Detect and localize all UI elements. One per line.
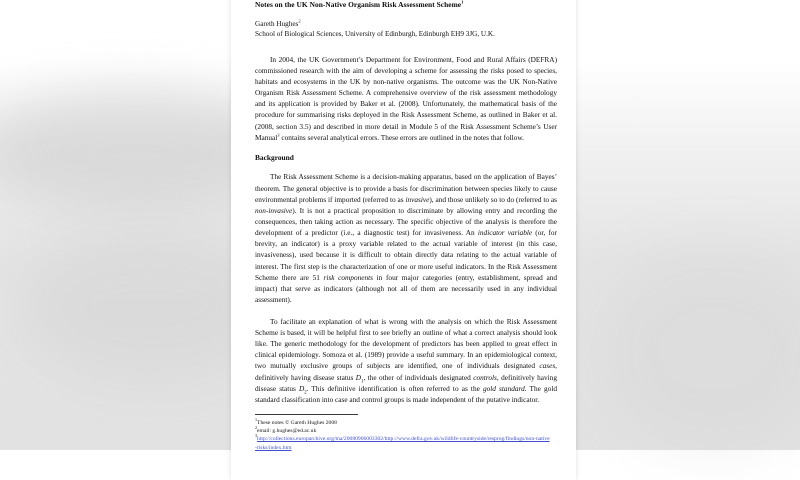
bg-p1-emphasis-non-invasive: non-invasive <box>255 205 293 215</box>
footnote-1-marker: 1 <box>255 417 258 423</box>
bg-p2-subscript-2: 2 <box>304 390 307 396</box>
footnote-2-marker: 2 <box>255 425 258 431</box>
bg-p2-seg-e: . This definitive identification is often referred to as the <box>306 383 483 393</box>
author-footnote-marker: 2 <box>298 18 301 24</box>
footnote-1-text: These notes © Gareth Hughes 2008 <box>257 419 337 426</box>
bg-p2-emphasis-gold-standard: gold standard <box>482 383 525 393</box>
bg-p2-seg-c: , the other of individuals designated <box>363 372 474 382</box>
bg-p1-seg-b: ), and those unlikely so to do (referred to as <box>429 194 557 204</box>
intro-footnote-marker: 3 <box>277 132 280 138</box>
backdrop-shading-right <box>600 250 800 450</box>
author-byline <box>255 19 557 29</box>
footnote-2 <box>255 427 551 435</box>
bg-p2-seg-f: . The gold standard classification into case and control groups is made independent of the putative indicator. <box>255 383 557 404</box>
background-paragraph-1 <box>255 171 557 305</box>
bg-p2-subscript-1: 1 <box>361 378 364 384</box>
bg-p2-seg-b: , definitively having disease status <box>255 361 557 382</box>
bg-p2-variable-d2: D <box>298 383 305 393</box>
bg-p1-emphasis-risk-components: risk components <box>323 272 373 282</box>
footnote-separator-rule <box>255 414 358 415</box>
author-name: Gareth Hughes <box>255 19 299 28</box>
intro-text-part-2: contains several analytical errors. These errors are outlined in the notes that follow. <box>279 132 524 142</box>
page-title <box>255 0 557 9</box>
bg-p2-variable-d1: D <box>355 372 362 382</box>
footnote-1 <box>255 419 551 427</box>
footnote-3-marker: 3 <box>255 433 258 439</box>
intro-paragraph <box>255 54 557 143</box>
bg-p2-emphasis-controls: controls <box>473 372 497 382</box>
title-footnote-marker: 1 <box>461 0 464 5</box>
page-title-text: Notes on the UK Non-Native Organism Risk Assessment Scheme <box>255 0 462 9</box>
bg-p2-seg-a: To facilitate an explanation of what is wrong with the analysis on which the Risk Assessment Scheme is based, it will be helpful first to see briefly an outline of what a correct analysis should look like. The generic methodology for the development of predictors has been applied to great effect in clinical epidemiology. Somoza et al. (1989) provide a useful summary. In an epidemiological context, two mutually exclusive groups of subjects are identified, one of individuals designated <box>255 316 557 371</box>
bg-p2-emphasis-cases: cases <box>539 361 556 371</box>
author-affiliation: School of Biological Sciences, University of Edinburgh, Edinburgh EH9 3JG, U.K. <box>255 30 495 39</box>
bg-p1-emphasis-invasive: invasive <box>405 194 430 204</box>
document-page <box>231 0 576 480</box>
bg-p2-seg-d: , definitively having disease status <box>255 372 557 393</box>
bg-p1-seg-c: ). It is not a practical proposition to discriminate by allowing entry and recording the consequences, then taking action as necessary. The specific objective of the analysis is therefore the development of a predictor (i.e., a diagnostic test) for invasiveness. An <box>255 205 557 238</box>
bg-p1-seg-e: in four major categories (entry, establishment, spread and impact) that serve as indicators (although not all of them are necessarily used in any individual assessment). <box>255 272 557 305</box>
footnote-2-text: email: g.hughes@ed.ac.uk <box>257 428 317 435</box>
bg-p1-emphasis-indicator-variable: indicator variable <box>477 228 533 238</box>
bg-p1-seg-d: (or, for brevity, an indicator) is a proxy variable related to the actual variable of interest (in this case, invasiveness), used because it is difficult to obtain directly data relating to the actual variable of interest. The first step is the characterization of one or more useful indicators. In the Risk Assessment Scheme there are 51 <box>255 228 558 282</box>
footnotes-area <box>255 414 551 452</box>
background-paragraph-2 <box>255 316 557 405</box>
bg-p1-seg-a: The Risk Assessment Scheme is a decision-making apparatus, based on the application of Bayes’ theorem. The general objective is to provide a basis for discrimination between species likely to cause environmental problems if imported (referred to as <box>255 172 557 204</box>
section-heading-background: Background <box>255 153 294 163</box>
intro-text-part-1: In 2004, the UK Government’s Department for Environment, Food and Rural Affairs (DEFRA) commissioned research with the aim of developing a scheme for assessing the risks posed to species, habitats and ecosystems in the UK by non-native organisms. The outcome was the UK Non-Native Organism Risk Assessment Scheme. A comprehensive overview of the risk assessment methodology and its application is provided by Baker et al. (2008). Unfortunately, the mathematical basis of the procedure for summarising risks deployed in the Risk Assessment Scheme, as outlined in Baker et al. (2008, section 3.5) and described in more detail in Module 5 of the Risk Assessment Scheme’s User Manual <box>255 54 557 142</box>
footnote-3-link[interactable]: http://collections.europarchive.org/tna/20080906003302/http://www.defra.gov.uk/wildlife-countryside/resprog/findings/non-native-risks/index.htm <box>255 436 550 451</box>
